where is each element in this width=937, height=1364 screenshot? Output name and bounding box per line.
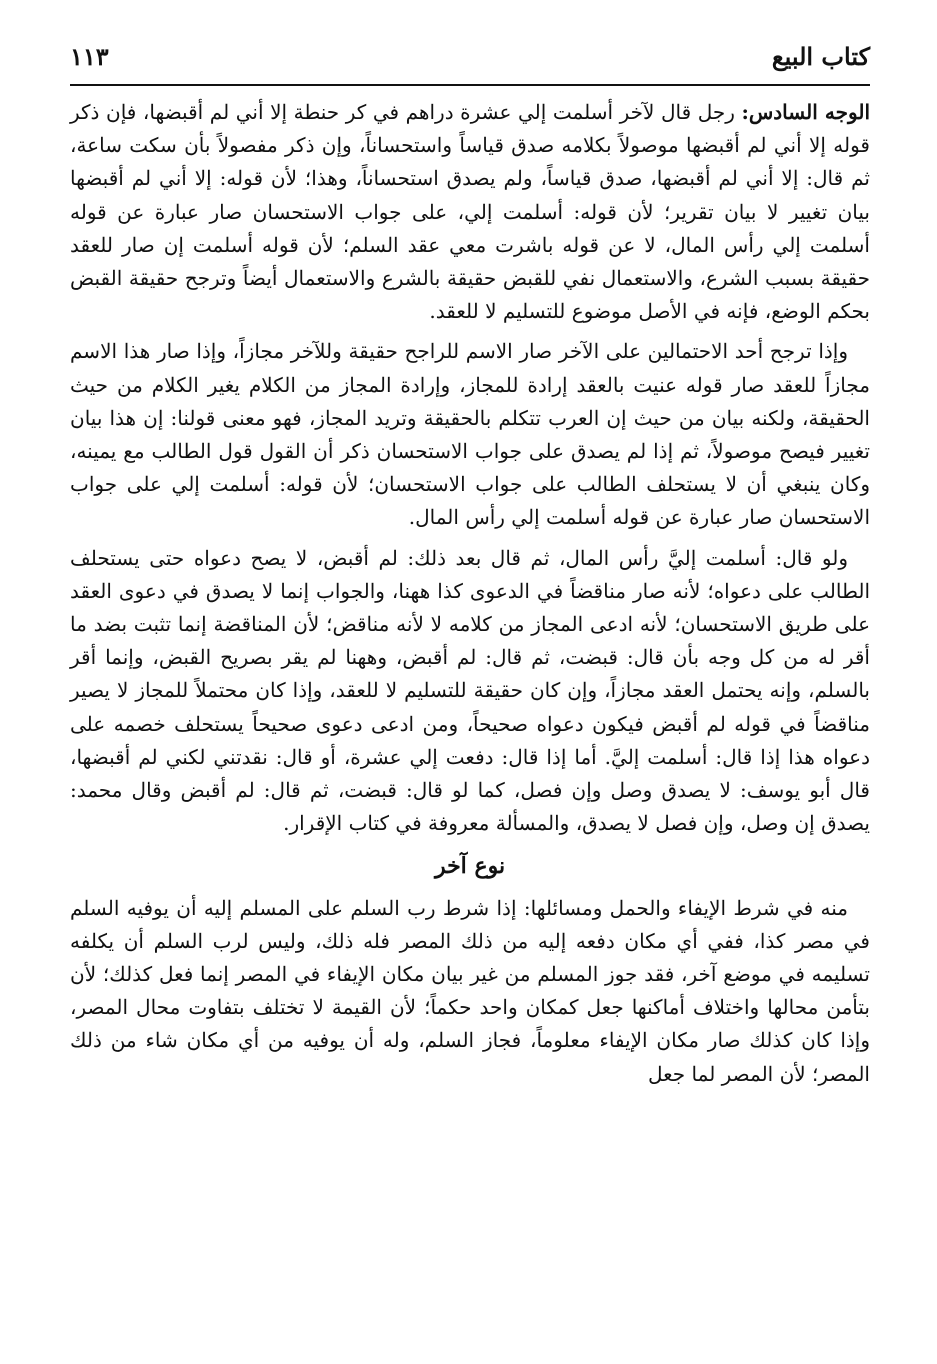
paragraph-3: ولو قال: أسلمت إليَّ رأس المال، ثم قال بعد ذلك: لم أقبض، لا يصح دعواه حتى يستحلف الطالب على دعواه؛ لأنه صار مناقضاً في الدعوى كذا ههنا، والجواب إنما لا يصدق في دعوى العقد على طريق الاستحسان؛ لأنه ادعى المجاز من كلامه لا لأنه مناقض؛ لأن المناقضة إنما تثبت بضد ما أقر له من كل وجه بأن قال: قبضت، ثم قال: لم أقبض، وههنا لم يقر بصريح القبض، وإنما أقر بالسلم، وإنه يحتمل العقد مجازاً، وإن كان حقيقة للتسليم لا للعقد، وإذا كان محتملاً للمجاز لا يصير مناقضاً في قوله لم أقبض فيكون دعواه صحيحاً، ومن ادعى دعوى صحيحاً يستحلف خصمه على دعواه هذا إذا قال: أسلمت إليَّ. أما إذا قال: دفعت إلي عشرة، أو قال: نقدتني لكني لم أقبضها، قال أبو يوسف: لا يصدق وصل وإن فصل، كما لو قال: قبضت، ثم قال: لم أقبض وقال محمد: يصدق إن وصل، وإن فصل لا يصدق، والمسألة معروفة في كتاب الإقرار. bbox=[70, 545, 870, 836]
paragraph-2: وإذا ترجح أحد الاحتمالين على الآخر صار الاسم للراجح حقيقة وللآخر مجازاً، وإذا صار هذا الاسم مجازاً للعقد صار قوله عنيت بالعقد إرادة للمجاز، وإرادة المجاز من الكلام يغير الكلام من حيث الحقيقة، ولكنه بيان من حيث إن العرب تتكلم بالحقيقة وتريد المجاز، فهو معنى قولنا: إن هذا بيان تغيير فيصح موصولاً، ثم إذا لم يصدق على جواب الاستحسان ذكر أن القول قول الطالب مع يمينه، وكان ينبغي أن لا يستحلف الطالب على جواب الاستحسان؛ لأن قوله: أسلمت إلي على جواب الاستحسان صار عبارة عن قوله أسلمت إلي رأس المال. bbox=[70, 339, 870, 530]
header-divider bbox=[70, 84, 870, 86]
paragraph-4: منه في شرط الإيفاء والحمل ومسائلها: إذا شرط رب السلم على المسلم إليه أن يوفيه السلم في مصر كذا، ففي أي مكان دفعه إليه من ذلك المصر فله ذلك، وليس لرب السلم أن يكلفه تسليمه في موضع آخر، فقد جوز المسلم من غير بيان مكان الإيفاء في المصر إنما فعل كذلك؛ لأن بتأمن محالها واختلاف أماكنها جعل كمكان واحد حكماً؛ لأن القيمة لا تختلف بتفاوت محال المصر، وإذا كان كذلك صار مكان الإيفاء معلوماً، فجاز السلم، وله أن يوفيه من أي مكان شاء من ذلك المصر؛ لأن المصر لما جعل bbox=[70, 895, 870, 1086]
paragraph-1-text: رجل قال لآخر أسلمت إلي عشرة دراهم في كر حنطة إلا أني لم أقبضها، فإن ذكر قوله إلا أني لم أقبضها موصولاً بكلامه صدق قياساً واستحساناً، وإن ذكر مفصولاً بأن سكت ساعة، ثم قال: إلا أني لم أقبضها، صدق قياساً، ولم يصدق استحساناً، وهذا؛ لأن قوله: إلا أني لم أقبضها بيان تغيير لا بيان تقرير؛ لأن قوله: أسلمت إلي، على جواب الاستحسان صار عبارة عن قوله أسلمت إلي رأس المال، لا عن قوله باشرت معي عقد السلم؛ لأن قوله أسلمت إن صار للعقد حقيقة بسبب الشرع، والاستعمال نفي للقبض حقيقة بالشرع والاستعمال أيضاً وترجح حقيقة القبض بحكم الوضع، فإنه في الأصل موضوع للتسليم لا للعقد. bbox=[70, 100, 870, 324]
page-header bbox=[70, 38, 870, 82]
paragraph-1-lead: الوجه السادس: bbox=[741, 100, 870, 124]
running-head-title: كتاب البيع bbox=[771, 42, 870, 71]
page-body bbox=[70, 96, 870, 1098]
paragraph-1 bbox=[70, 96, 870, 328]
section-heading: نوع آخر bbox=[434, 853, 506, 880]
page-number: ١١٣ bbox=[70, 42, 109, 71]
